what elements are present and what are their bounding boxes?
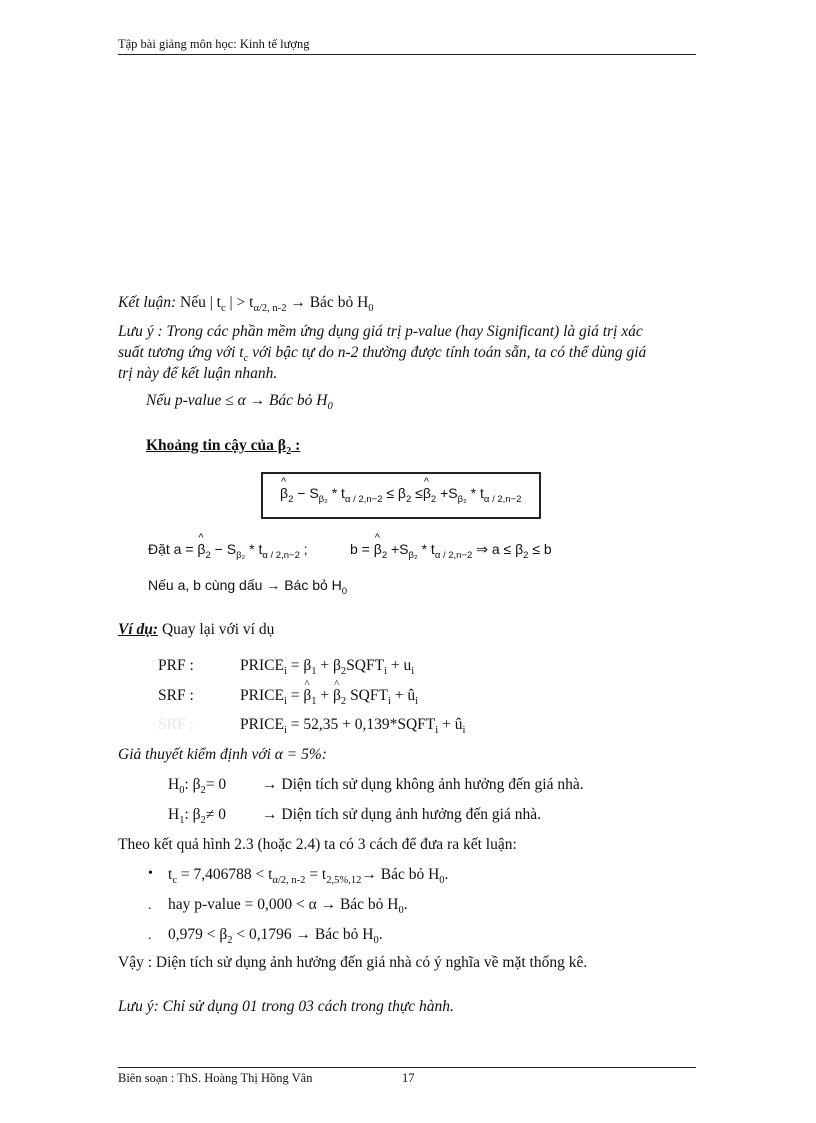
times-t-2: * t — [466, 485, 484, 501]
le-2: ≤ — [411, 485, 423, 501]
prf-sub-1: 1 — [311, 666, 317, 678]
conclusion-text-mid: | > t — [225, 294, 254, 311]
srf-label-faded: SRF : — [158, 716, 194, 733]
b2-text: hay p-value = 0,000 < α → Bác bỏ H — [168, 896, 399, 913]
sub-c: c — [220, 303, 226, 315]
prf-sub-i3: i — [411, 666, 415, 678]
same-sign-text: Nếu a, b cùng dấu → Bác bỏ H — [148, 577, 342, 593]
prf-eq-b1: = β — [286, 657, 312, 674]
example-label: Ví dụ: — [118, 621, 159, 638]
note-sub-c: c — [243, 353, 249, 365]
srf-b1-hat: ^ β — [303, 687, 311, 705]
b1-t: t — [168, 866, 173, 883]
prf-sqft: SQFT — [346, 657, 385, 674]
b1-end: . — [444, 866, 449, 883]
b3-sub-0: 0 — [373, 935, 379, 947]
result-bullet-3 — [168, 926, 383, 947]
prf-plus-b2: + β — [316, 657, 341, 674]
fit-sub-i3: i — [462, 725, 466, 737]
define-a — [148, 541, 308, 561]
h1-sub: 1 — [179, 815, 185, 827]
ci-heading-colon: : — [291, 437, 301, 454]
h1-beta-sub: 2 — [200, 815, 206, 827]
pvalue-rule — [146, 392, 333, 413]
plus-s: +S — [436, 485, 458, 501]
prf-equation — [240, 657, 415, 678]
practice-note: Lưu ý: Chỉ sử dụng 01 trong 03 cách trong thực hành. — [118, 998, 454, 1015]
sub-2-a: 2 — [205, 549, 211, 561]
minus-s-a: − S — [210, 541, 237, 557]
beta-hat: ^ β — [280, 485, 288, 501]
b2-end: . — [403, 896, 408, 913]
times-t-a: * t — [245, 541, 263, 557]
h1-text: → Diện tích sử dụng ảnh hưởng đến giá nhà. — [262, 806, 541, 823]
s-sub-a: β₂ — [236, 549, 246, 561]
b3-end: . — [378, 926, 383, 943]
hypothesis-title: Giả thuyết kiểm định với α = 5%: — [118, 746, 327, 763]
prf-label: PRF : — [158, 657, 194, 674]
example-line — [118, 621, 274, 639]
srf-sub-i3: i — [415, 696, 419, 708]
b1-sub-a: α/2, n-2 — [272, 875, 306, 887]
h1-line — [168, 806, 226, 827]
s-sub-b: β₂ — [408, 549, 418, 561]
note-line-1: Lưu ý : Trong các phần mềm ứng dụng giá trị p-value (hay Significant) là giá trị xác — [118, 323, 643, 340]
fit-sub-i2: i — [435, 725, 439, 737]
h0-h: H — [168, 776, 180, 793]
prf-plus-u: + u — [387, 657, 412, 674]
define-a-label: Đặt a = — [148, 541, 198, 557]
same-sign-rule — [148, 577, 348, 597]
s-sub-2: β₂ — [457, 493, 467, 505]
result-bullet-2 — [168, 896, 408, 917]
fit-price: PRICE — [240, 716, 284, 733]
fit-sub-i: i — [283, 725, 287, 737]
ci-heading-sub: 2 — [285, 446, 292, 458]
h1-val: ≠ 0 — [205, 806, 226, 823]
srf-label: SRF : — [158, 687, 194, 704]
beta-hat-a: ^ β — [197, 541, 205, 557]
le-b: ≤ b — [528, 541, 552, 557]
fit-eq: = 52,35 + 0,139*SQFT — [286, 716, 436, 733]
conclusion-text-pre: Nếu | t — [180, 294, 221, 311]
b1-sub-0: 0 — [439, 875, 445, 887]
srf-fitted-equation — [240, 716, 466, 737]
prf-sub-2: 2 — [340, 666, 347, 678]
ci-heading-text: Khoảng tin cậy của β — [146, 437, 286, 454]
le-beta: ≤ β — [382, 485, 406, 501]
same-sign-sub: 0 — [341, 585, 348, 597]
semicolon: ; — [299, 541, 308, 557]
example-text: Quay lại với ví dụ — [158, 621, 275, 638]
result-bullet-1 — [168, 866, 449, 887]
srf-b2-hat: ^ β — [333, 687, 341, 705]
h0-val: = 0 — [205, 776, 227, 793]
ci-heading — [146, 437, 301, 458]
sub-0: 0 — [368, 303, 374, 315]
h1-cond: : β — [184, 806, 201, 823]
final-conclusion: Vậy : Diện tích sử dụng ảnh hưởng đến giá nhà có ý nghĩa về mặt thống kê. — [118, 954, 588, 971]
t-sub-2: α / 2,n−2 — [483, 493, 522, 505]
b1-mid: = 7,406788 < t — [177, 866, 273, 883]
h0-line — [168, 776, 227, 797]
bullet-dot-icon: • — [148, 866, 153, 881]
b1-sub-b: 2,5%,12 — [326, 875, 362, 887]
results-intro: Theo kết quả hình 2.3 (hoặc 2.4) ta có 3 cách để đưa ra kết luận: — [118, 836, 517, 853]
bullet-dot-icon: . — [148, 898, 152, 913]
sub-crit: α/2, n-2 — [253, 303, 287, 315]
header-divider — [118, 54, 696, 55]
b1-eq: = t — [305, 866, 327, 883]
t-sub: α / 2,n−2 — [344, 493, 383, 505]
conclusion-text-post: → Bác bỏ H — [286, 294, 369, 311]
t-sub-b: α / 2,n−2 — [434, 549, 473, 561]
times-t-b: * t — [417, 541, 435, 557]
b3-mid: < 0,1796 → Bác bỏ H — [232, 926, 374, 943]
srf-sub-1: 1 — [311, 696, 317, 708]
bullet-dot-icon: . — [148, 928, 152, 943]
ci-formula — [280, 485, 522, 505]
srf-plus-uhat: + û — [390, 687, 416, 704]
sub-2-b: 2 — [381, 549, 388, 561]
note-line-2-pre: suất tương ứng với t — [118, 344, 244, 361]
sub-2: 2 — [288, 493, 294, 505]
b1-sub-c: c — [172, 875, 177, 887]
srf-sub-2: 2 — [340, 696, 347, 708]
page-header: Tập bài giảng môn học: Kinh tế lượng — [118, 37, 310, 51]
conclusion-rule — [118, 294, 374, 315]
prf-sub-i2: i — [384, 666, 388, 678]
b3-sub-2: 2 — [227, 935, 233, 947]
times-t: * t — [327, 485, 345, 501]
define-b — [350, 541, 552, 561]
footer-divider — [118, 1067, 696, 1068]
srf-sub-i2: i — [387, 696, 391, 708]
b2-sub-0: 0 — [398, 905, 404, 917]
pvalue-rule-text: Nếu p-value ≤ α → Bác bỏ H — [146, 392, 328, 409]
h0-sub: 0 — [179, 785, 185, 797]
beta-hat-2: ^ β — [423, 485, 431, 501]
h1-h: H — [168, 806, 180, 823]
h0-beta-sub: 2 — [200, 785, 206, 797]
beta-hat-b: ^ β — [374, 541, 382, 557]
note-line-2-post: với bậc tự do n-2 thường được tính toán sẵn, ta có thể dùng giá — [248, 344, 647, 361]
sub-2c: 2 — [430, 493, 437, 505]
s-sub: β₂ — [318, 493, 328, 505]
b1-post: → Bác bỏ H — [361, 866, 440, 883]
note-line-2 — [118, 344, 647, 365]
implies: ⇒ a ≤ β — [472, 541, 524, 557]
minus-s: − S — [293, 485, 319, 501]
page-number: 17 — [402, 1071, 415, 1085]
conclusion-label: Kết luận: — [118, 294, 177, 311]
t-sub-a: α / 2,n−2 — [262, 549, 300, 561]
footer-author: Biên soạn : ThS. Hoàng Thị Hồng Vân — [118, 1071, 313, 1085]
srf-sub-i: i — [283, 696, 287, 708]
h0-text: → Diện tích sử dụng không ảnh hưởng đến giá nhà. — [262, 776, 584, 793]
sub-2-imp: 2 — [523, 549, 529, 561]
b3-pre: 0,979 < β — [168, 926, 228, 943]
define-b-label: b = — [350, 541, 374, 557]
h0-cond: : β — [184, 776, 201, 793]
plus-s-b: +S — [387, 541, 409, 557]
fit-plus-uhat: + û — [438, 716, 463, 733]
prf-sub-i: i — [283, 666, 287, 678]
note-line-3: trị này để kết luận nhanh. — [118, 365, 278, 382]
srf-price: PRICE — [240, 687, 284, 704]
srf-equation: $PRICE_i$ = ^ $\beta_1$ + ^ $\beta_2$ $SQFT_i$ + $û_i$ — [240, 687, 418, 705]
sub-2b: 2 — [405, 493, 412, 505]
prf-price: PRICE — [240, 657, 284, 674]
pvalue-rule-sub: 0 — [327, 401, 333, 413]
